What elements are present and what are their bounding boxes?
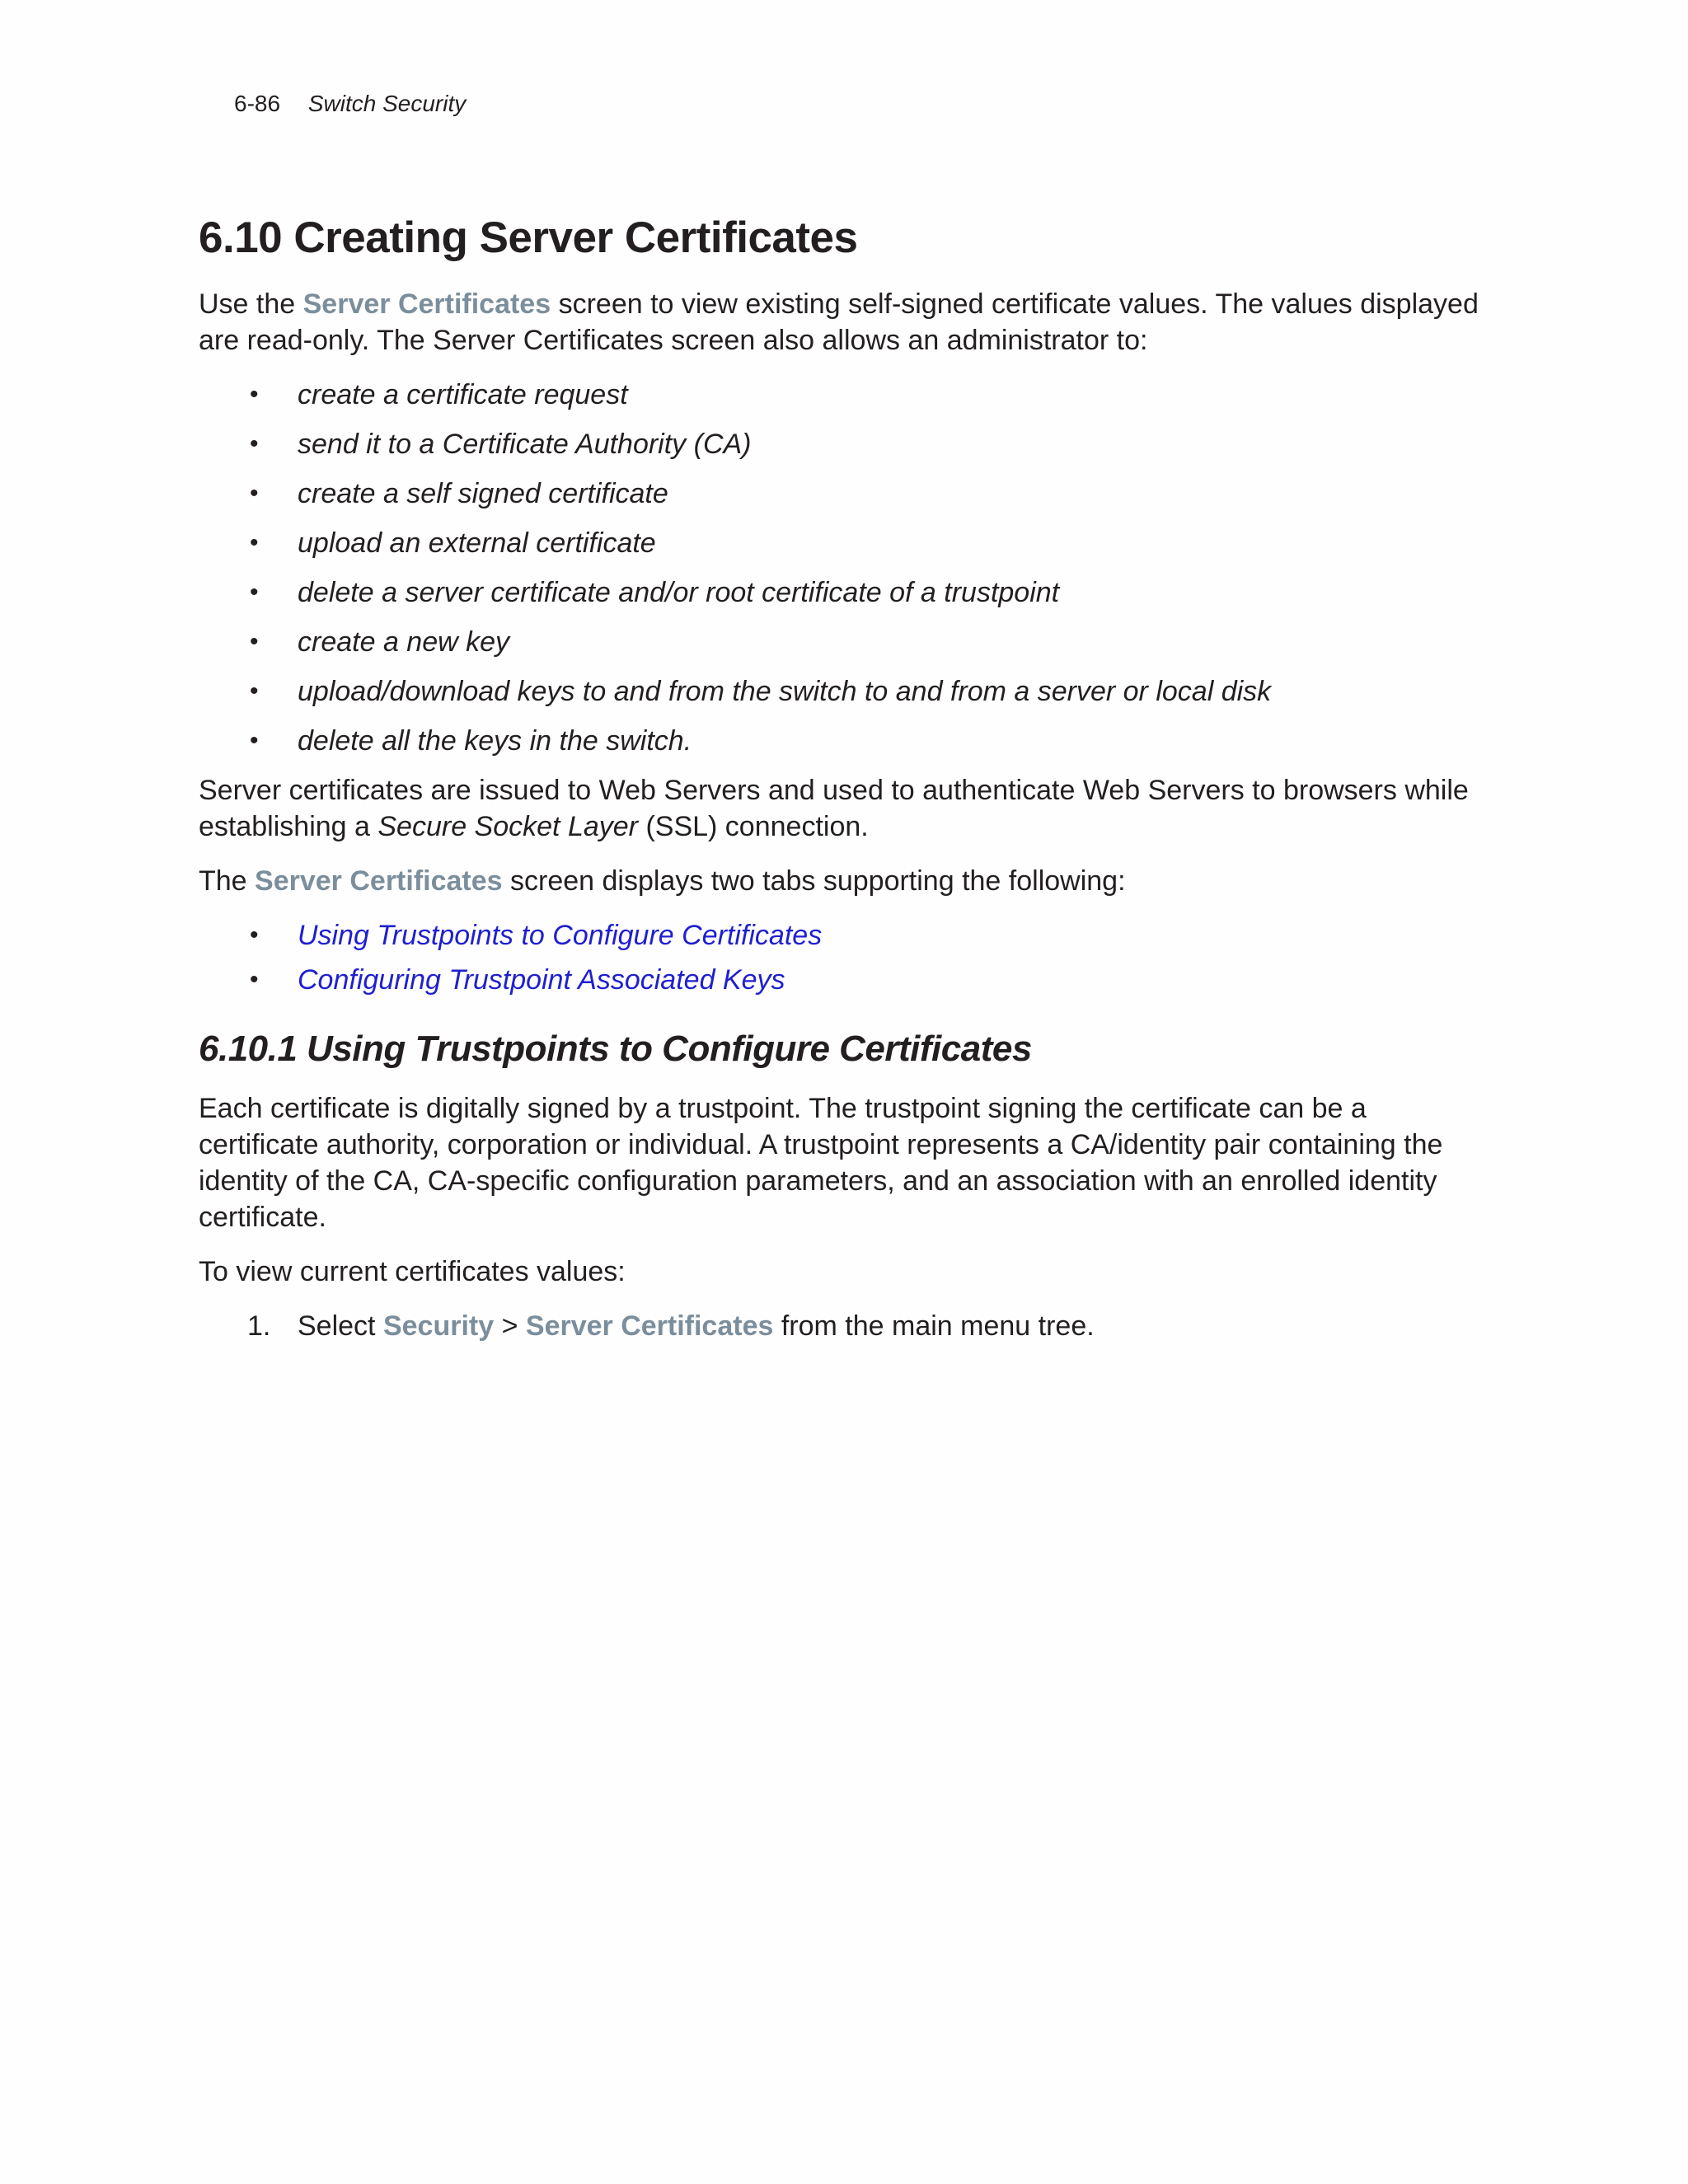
ssl-text-before: Server certificates are issued to Web Servers and used to authenticate Web Servers to browsers while establishing a: [199, 775, 1469, 842]
list-item: [199, 574, 1484, 611]
tabs-text-after: screen displays two tabs supporting the following:: [502, 865, 1126, 897]
view-intro-paragraph: To view current certificates values:: [199, 1256, 626, 1287]
step-item: [199, 1308, 1484, 1344]
list-item: [199, 426, 1484, 462]
list-item: [199, 525, 1484, 561]
list-item-text: create a certificate request: [298, 379, 628, 410]
ui-term-security: Security: [382, 1310, 495, 1342]
link-using-trustpoints[interactable]: Using Trustpoints to Configure Certificates: [298, 920, 823, 951]
step-text-before: Select: [298, 1310, 383, 1342]
running-section-title: Switch Security: [307, 91, 467, 116]
list-item: [199, 917, 1484, 954]
intro-paragraph: [199, 286, 1484, 359]
list-item-text: upload an external certificate: [298, 527, 656, 559]
step-separator: >: [494, 1310, 526, 1342]
list-item-text: send it to a Certificate Authority (CA): [298, 429, 752, 460]
list-item-text: upload/download keys to and from the switch to and from a server or local disk: [298, 676, 1272, 707]
ssl-paragraph: [199, 772, 1484, 845]
page-number: 6-86: [234, 91, 281, 116]
list-item-text: create a self signed certificate: [298, 478, 668, 509]
list-item: [199, 377, 1484, 413]
ssl-text-after: (SSL) connection.: [638, 811, 869, 842]
bullet-icon: •: [250, 430, 259, 457]
bullet-icon: •: [250, 381, 259, 408]
bullet-icon: •: [250, 579, 259, 606]
list-item-text: create a new key: [298, 626, 510, 658]
tabs-paragraph: [199, 863, 1484, 899]
intro-text-before: Use the: [199, 288, 303, 320]
ui-term-server-certificates: Server Certificates: [255, 865, 503, 897]
bullet-icon: •: [250, 921, 259, 949]
steps-list: [199, 1308, 1484, 1344]
running-header: [234, 91, 466, 117]
bullet-icon: •: [250, 529, 259, 556]
list-item: [199, 962, 1484, 998]
list-item: [199, 723, 1484, 759]
link-trustpoint-keys[interactable]: Configuring Trustpoint Associated Keys: [298, 964, 785, 996]
bullet-icon: •: [250, 966, 259, 993]
section-heading: 6.10 Creating Server Certificates: [199, 213, 858, 262]
step-number: 1.: [247, 1310, 271, 1342]
intro-text-after: screen to view existing self-signed certificate values. The values displayed are read-only. The Server Certificates screen also allows an administrator to:: [199, 288, 1479, 356]
subsection-heading: 6.10.1 Using Trustpoints to Configure Certificates: [199, 1029, 1032, 1069]
list-item: [199, 624, 1484, 660]
trustpoint-paragraph: Each certificate is digitally signed by a trustpoint. The trustpoint signing the certificate can be a certificate authority, corporation or individual. A trustpoint represents a CA/identity pair containing the identity of the CA, CA-specific configuration parameters, and an association with an enrolled identity certificate.: [199, 1093, 1443, 1233]
list-item-text: delete a server certificate and/or root certificate of a trustpoint: [298, 577, 1060, 608]
tab-links-list: [199, 917, 1484, 998]
ui-term-server-certificates: Server Certificates: [525, 1310, 774, 1342]
bullet-icon: •: [250, 628, 259, 655]
ssl-term: Secure Socket Layer: [377, 811, 638, 842]
capabilities-list: [199, 377, 1484, 759]
bullet-icon: •: [250, 480, 259, 507]
list-item: [199, 673, 1484, 710]
ui-term-server-certificates: Server Certificates: [302, 288, 551, 320]
step-text-after: from the main menu tree.: [773, 1310, 1095, 1342]
tabs-text-before: The: [199, 865, 256, 897]
document-body: [199, 210, 1484, 1344]
bullet-icon: •: [250, 727, 259, 754]
list-item: [199, 476, 1484, 512]
list-item-text: delete all the keys in the switch.: [298, 725, 692, 757]
bullet-icon: •: [250, 677, 259, 705]
